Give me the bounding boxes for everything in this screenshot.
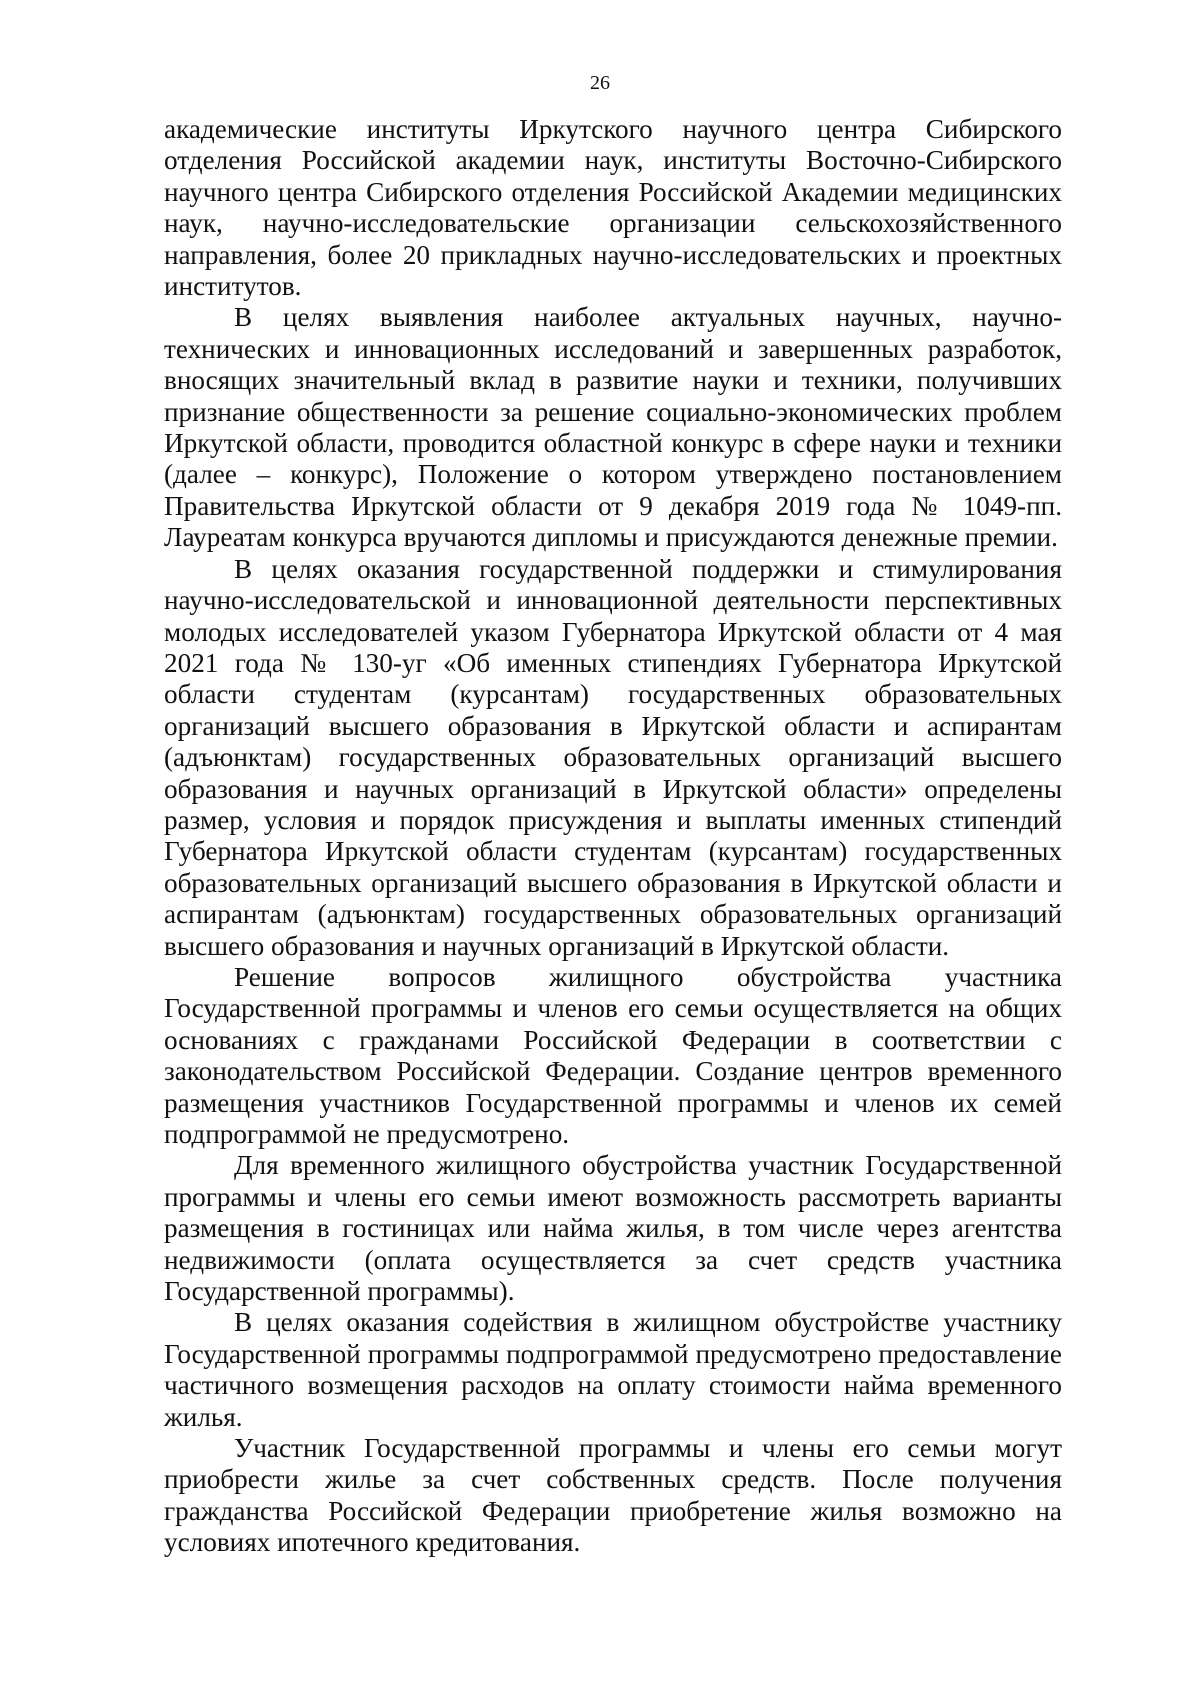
paragraph-rent-compensation: В целях оказания содействия в жилищном обустройстве участнику Государственной программы подпрограммой предусмотрено предоставление частичного возмещения расходов на оплату стоимости найма временного жилья. <box>164 1307 1062 1432</box>
page-number: 26 <box>590 72 610 94</box>
paragraph-housing-purchase: Участник Государственной программы и члены его семьи могут приобрести жилье за счет собственных средств. После получения гражданства Российской Федерации приобретение жилья возможно на условиях ипотечного кредитования. <box>164 1433 1062 1558</box>
paragraph-governor-scholarships: В целях оказания государственной поддержки и стимулирования научно-исследовательской и инновационной деятельности перспективных молодых исследователей указом Губернатора Иркутской области от 4 мая 2021 года № 130-уг «Об именных стипендиях Губернатора Иркутской области студентам (курсантам) государственных образовательных организаций высшего образования в Иркутской области и аспирантам (адъюнктам) государственных образовательных организаций высшего образования и научных организаций в Иркутской области» определены размер, условия и порядок присуждения и выплаты именных стипендий Губернатора Иркутской области студентам (курсантам) государственных образовательных организаций высшего образования в Иркутской области и аспирантам (адъюнктам) государственных образовательных организаций высшего образования и научных организаций в Иркутской области. <box>164 553 1062 961</box>
paragraph-housing-arrangement: Решение вопросов жилищного обустройства участника Государственной программы и членов его семьи осуществляется на общих основаниях с гражданами Российской Федерации в соответствии с законодательством Российской Федерации. Создание центров временного размещения участников Государственной программы и членов их семей подпрограммой не предусмотрено. <box>164 961 1062 1149</box>
document-body <box>164 114 1062 1559</box>
paragraph-temporary-housing: Для временного жилищного обустройства участник Государственной программы и члены его семьи имеют возможность рассмотреть варианты размещения в гостиницах или найма жилья, в том числе через агентства недвижимости (оплата осуществляется за счет средств участника Государственной программы). <box>164 1150 1062 1307</box>
paragraph-continuation: академические институты Иркутского научного центра Сибирского отделения Российской академии наук, институты Восточно-Сибирского научного центра Сибирского отделения Российской Академии медицинских наук, научно-исследовательские организации сельскохозяйственного направления, более 20 прикладных научно-исследовательских и проектных институтов. <box>164 114 1062 302</box>
paragraph-science-contest: В целях выявления наиболее актуальных научных, научно-технических и инновационных исследований и завершенных разработок, вносящих значительный вклад в развитие науки и техники, получивших признание общественности за решение социально-экономических проблем Иркутской области, проводится областной конкурс в сфере науки и техники (далее – конкурс), Положение о котором утверждено постановлением Правительства Иркутской области от 9 декабря 2019 года № 1049-пп. Лауреатам конкурса вручаются дипломы и присуждаются денежные премии. <box>164 302 1062 553</box>
